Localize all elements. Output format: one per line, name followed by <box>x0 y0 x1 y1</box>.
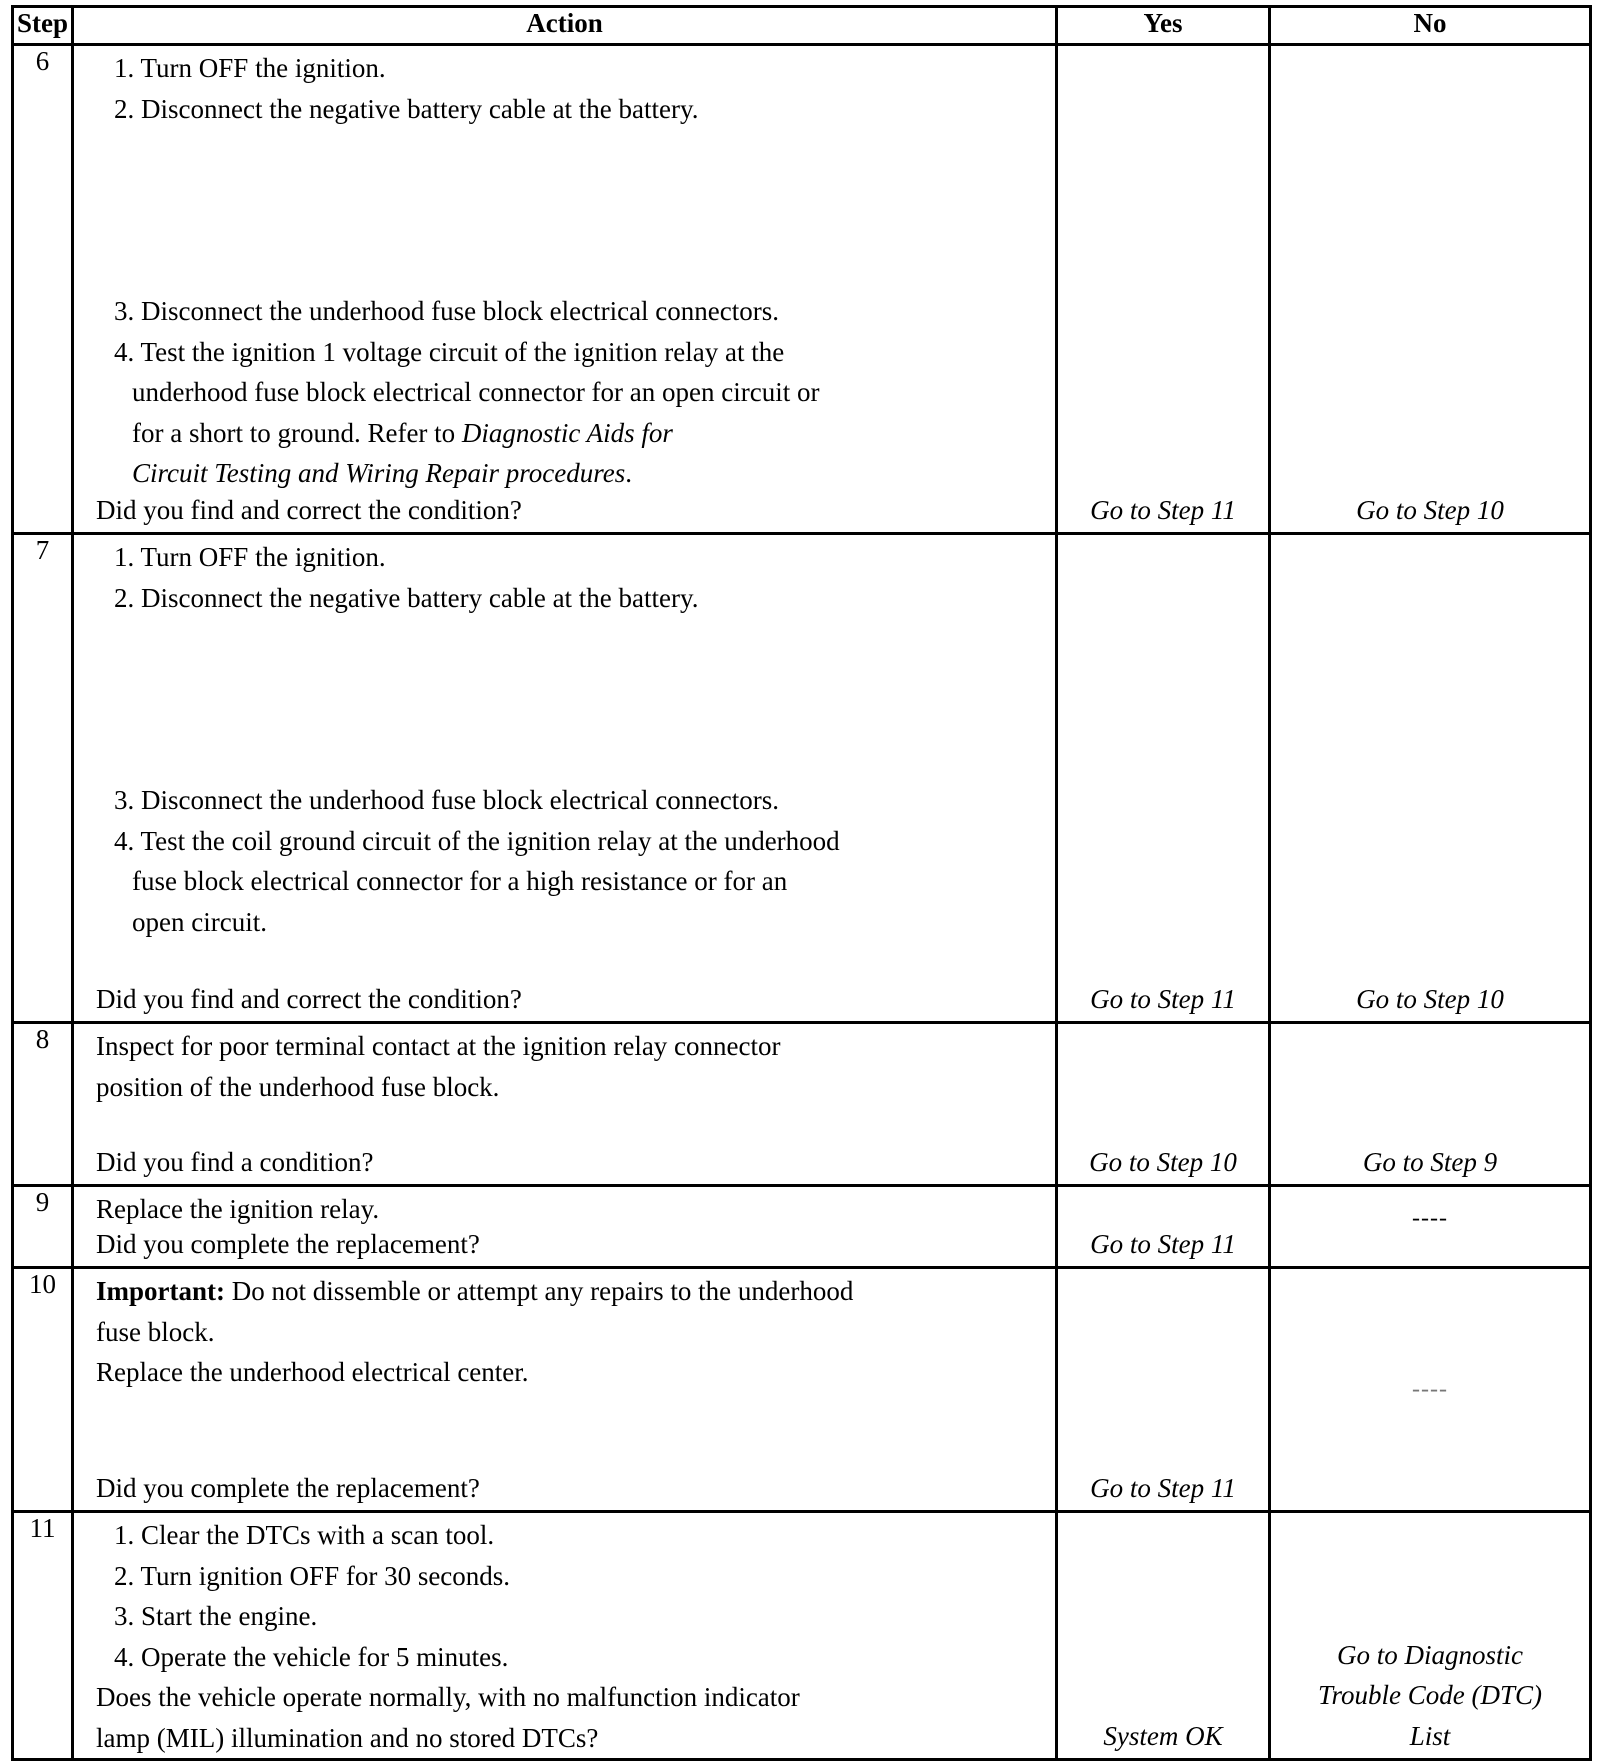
table-row-step-6 <box>13 45 1591 534</box>
action-line: 3. Disconnect the underhood fuse block electrical connectors. <box>114 785 780 815</box>
yes-cell <box>1057 1512 1270 1760</box>
yes-cell <box>1057 1186 1270 1268</box>
action-line: 2. Disconnect the negative battery cable at the battery. <box>114 93 699 124</box>
action-line: Important: Do not dissemble or attempt any repairs to the underhood <box>96 1276 854 1306</box>
yes-cell <box>1057 45 1270 534</box>
step-number: 10 <box>13 1268 73 1512</box>
action-cell <box>73 1186 1057 1268</box>
question: Did you complete the replacement? <box>96 1228 480 1259</box>
question: Did you find and correct the condition? <box>96 983 522 1014</box>
no-cell <box>1270 1512 1591 1760</box>
no-answer-line: List <box>1409 1720 1451 1751</box>
action-cell <box>73 1512 1057 1760</box>
action-line: 1. Turn OFF the ignition. <box>114 542 386 572</box>
yes-answer: Go to Step 10 <box>1089 1146 1237 1177</box>
no-cell <box>1270 1186 1591 1268</box>
question: Did you find and correct the condition? <box>96 494 522 525</box>
yes-answer: Go to Step 11 <box>1090 494 1236 525</box>
action-line: 3. Disconnect the underhood fuse block electrical connectors. <box>114 296 780 326</box>
header-no: No <box>1270 7 1591 45</box>
reference-link: Circuit Testing and Wiring Repair procedures <box>132 458 626 488</box>
header-row <box>13 7 1591 45</box>
table-row-step-8 <box>13 1023 1591 1186</box>
action-line: fuse block electrical connector for a high resistance or for an <box>132 866 788 896</box>
yes-answer: Go to Step 11 <box>1090 1472 1236 1503</box>
question: Did you complete the replacement? <box>96 1472 480 1503</box>
action-line: 4. Test the coil ground circuit of the ignition relay at the underhood <box>114 825 840 856</box>
no-answer: Go to Step 9 <box>1362 1146 1498 1177</box>
question: Did you find a condition? <box>96 1146 374 1177</box>
no-cell <box>1270 1023 1591 1186</box>
header-step: Step <box>13 7 73 45</box>
action-line: 1. Clear the DTCs with a scan tool. <box>114 1520 495 1550</box>
reference-link: Diagnostic Aids for <box>461 417 673 448</box>
no-cell <box>1270 1268 1591 1512</box>
no-answer-line: Trouble Code (DTC) <box>1317 1680 1542 1710</box>
step-number: 7 <box>13 534 73 1023</box>
action-line: Inspect for poor terminal contact at the ignition relay connector <box>96 1031 781 1061</box>
no-answer: Go to Step 10 <box>1356 494 1504 525</box>
important-label: Important: <box>96 1276 225 1306</box>
yes-answer: System OK <box>1103 1720 1223 1751</box>
action-line: 2. Turn ignition OFF for 30 seconds. <box>114 1560 511 1591</box>
action-cell <box>73 1268 1057 1512</box>
step-number: 9 <box>13 1186 73 1268</box>
header-action: Action <box>73 7 1057 45</box>
step-number: 6 <box>13 45 73 534</box>
no-answer: ---- <box>1412 1376 1448 1402</box>
no-answer-line: Go to Diagnostic <box>1337 1639 1523 1670</box>
action-line: 2. Disconnect the negative battery cable at the battery. <box>114 582 699 613</box>
yes-cell <box>1057 1268 1270 1512</box>
step-number: 11 <box>13 1512 73 1760</box>
table-row-step-10 <box>13 1268 1591 1512</box>
diagnostic-table <box>11 5 1592 1761</box>
action-cell <box>73 45 1057 534</box>
table-row-step-9 <box>13 1186 1591 1268</box>
yes-cell <box>1057 534 1270 1023</box>
yes-answer: Go to Step 11 <box>1090 983 1236 1014</box>
action-line: 1. Turn OFF the ignition. <box>114 53 386 83</box>
action-line: Replace the ignition relay. <box>96 1194 380 1224</box>
no-answer <box>1271 1635 1589 1757</box>
no-cell <box>1270 534 1591 1023</box>
action-line: position of the underhood fuse block. <box>96 1071 500 1102</box>
yes-cell <box>1057 1023 1270 1186</box>
action-line: 3. Start the engine. <box>114 1601 318 1631</box>
action-line: 4. Test the ignition 1 voltage circuit of the ignition relay at the <box>114 336 785 367</box>
no-answer: Go to Step 10 <box>1356 983 1504 1014</box>
action-cell <box>73 1023 1057 1186</box>
header-yes: Yes <box>1057 7 1270 45</box>
table-row-step-11 <box>13 1512 1591 1760</box>
step-number: 8 <box>13 1023 73 1186</box>
question: lamp (MIL) illumination and no stored DTCs? <box>96 1722 599 1753</box>
no-answer: ---- <box>1412 1205 1448 1232</box>
table-row-step-7 <box>13 534 1591 1023</box>
action-cell <box>73 534 1057 1023</box>
action-line: underhood fuse block electrical connector for an open circuit or <box>132 377 820 407</box>
action-line: Circuit Testing and Wiring Repair procedures. <box>132 458 633 488</box>
yes-answer: Go to Step 11 <box>1090 1228 1236 1259</box>
no-cell <box>1270 45 1591 534</box>
action-line: 4. Operate the vehicle for 5 minutes. <box>114 1641 509 1672</box>
action-line: Replace the underhood electrical center. <box>96 1357 529 1387</box>
action-line: fuse block. <box>96 1316 215 1347</box>
question: Does the vehicle operate normally, with no malfunction indicator <box>96 1682 800 1712</box>
action-line: open circuit. <box>132 906 267 937</box>
action-line: for a short to ground. Refer to Diagnostic Aids for <box>132 417 673 448</box>
